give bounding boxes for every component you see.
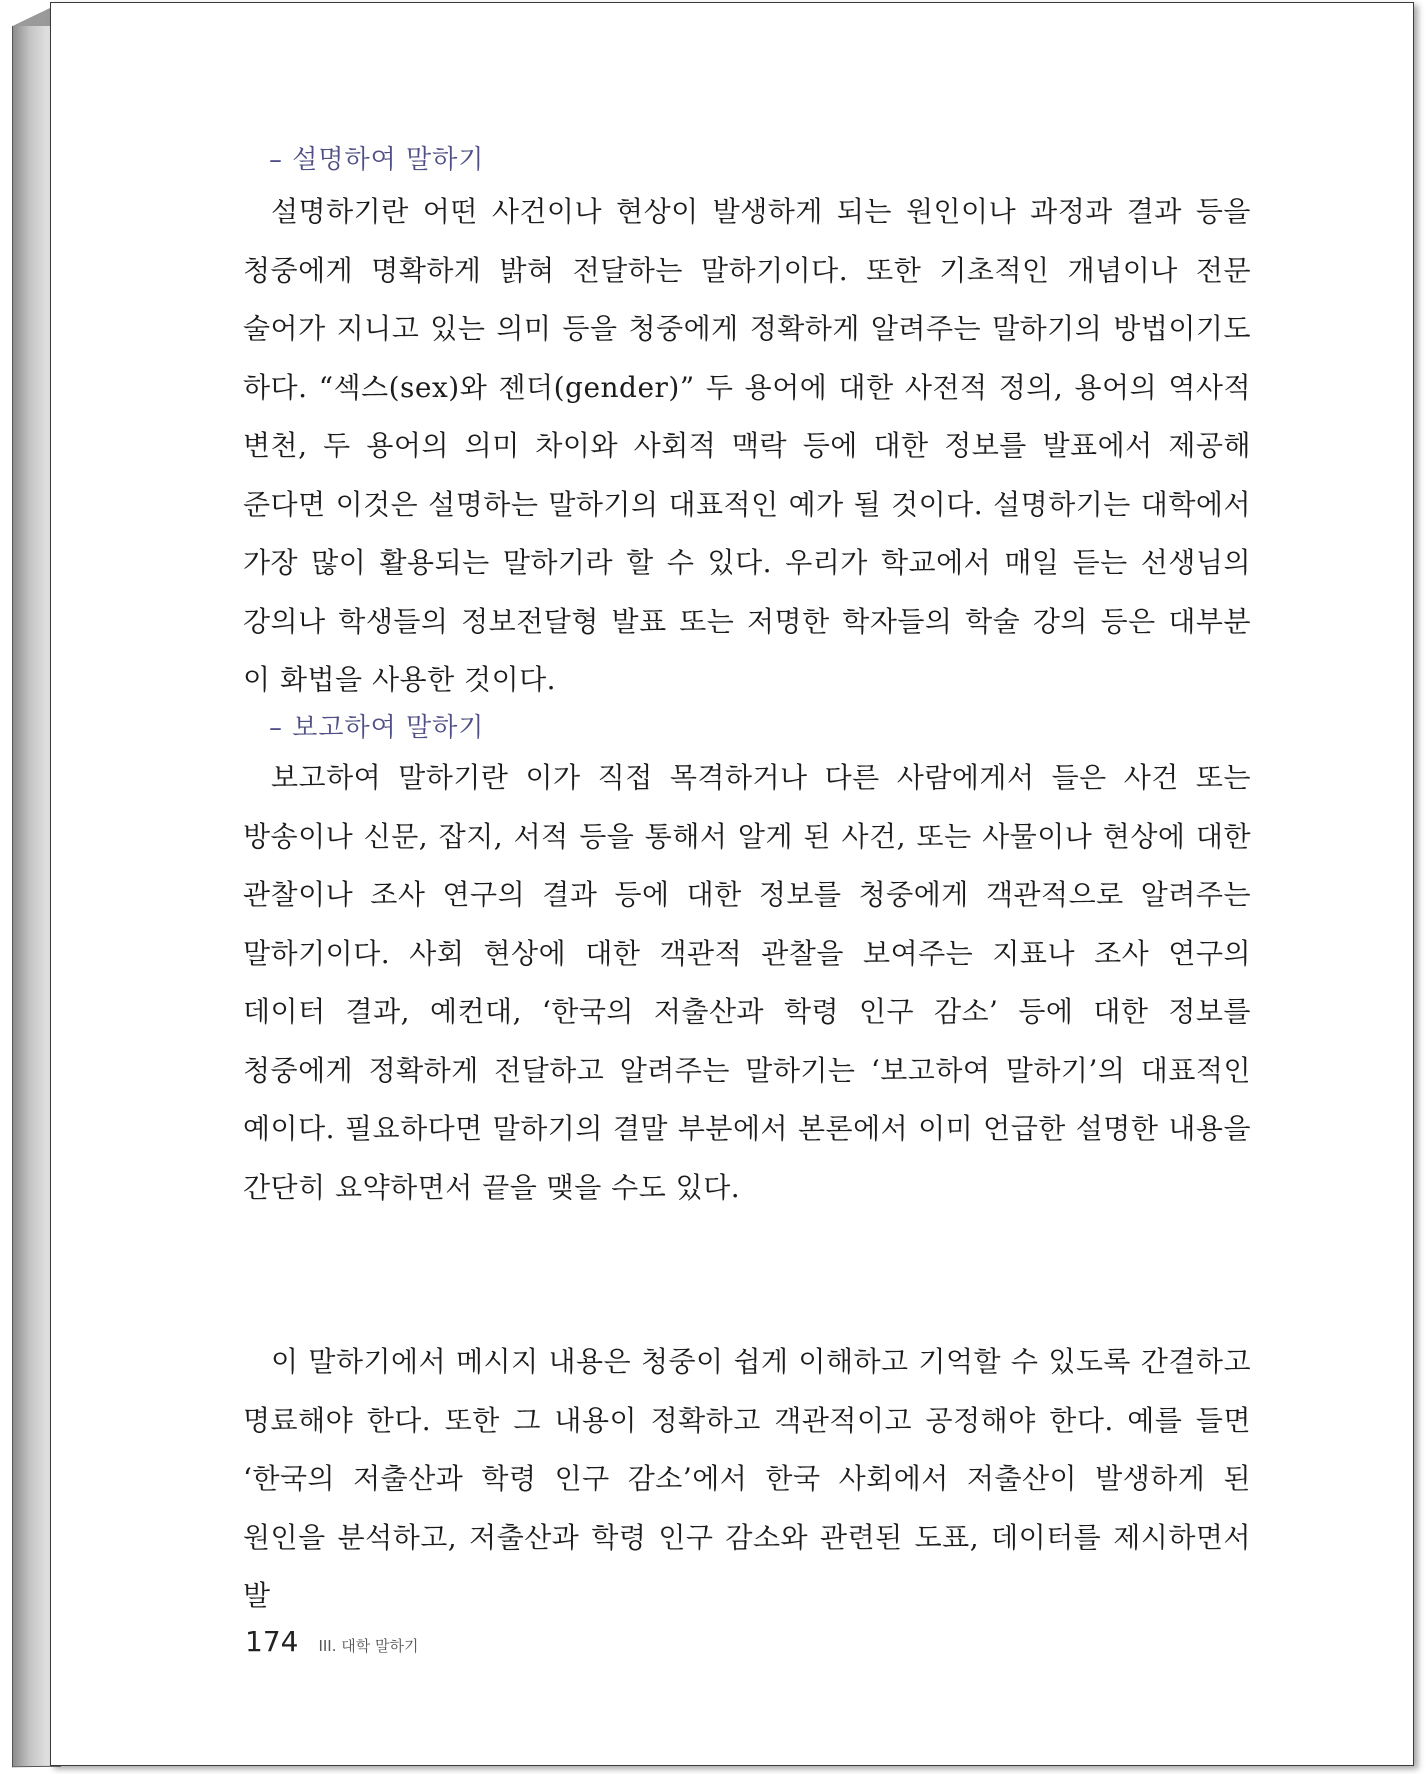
book-mockup	[10, 2, 1418, 1770]
section-heading-reporting: – 보고하여 말하기	[269, 713, 485, 743]
chapter-label: III. 대학 말하기	[318, 1637, 419, 1655]
paragraph-reporting-1: 보고하여 말하기란 이가 직접 목격하거나 다른 사람에게서 들은 사건 또는 방송이나 신문, 잡지, 서적 등을 통해서 알게 된 사건, 또는 사물이나 현상에 대한 관찰이나 조사 연구의 결과 등에 대한 정보를 청중에게 객관적으로 알려주는 말하기이다. 사회 현상에 대한 객관적 관찰을 보여주는 지표나 조사 연구의 데이터 결과, 예컨대, ‘한국의 저출산과 학령 인구 감소’ 등에 대한 정보를 청중에게 정확하게 전달하고 알려주는 말하기는 ‘보고하여 말하기’의 대표적인 예이다. 필요하다면 말하기의 결말 부분에서 본론에서 이미 언급한 설명한 내용을 간단히 요약하면서 끝을 맺을 수도 있다.	[243, 761, 1251, 1204]
page-number: 174	[245, 1625, 299, 1658]
paragraph-reporting-2: 이 말하기에서 메시지 내용은 청중이 쉽게 이해하고 기억할 수 있도록 간결하고 명료해야 한다. 또한 그 내용이 정확하고 객관적이고 공정해야 한다. 예를 들면 ‘한국의 저출산과 학령 인구 감소’에서 한국 사회에서 저출산이 발생하게 된 원인을 분석하고, 저출산과 학령 인구 감소와 관련된 도표, 데이터를 제시하면서 발	[243, 1345, 1251, 1612]
book-page	[50, 2, 1414, 1766]
paragraph-explaining: 설명하기란 어떤 사건이나 현상이 발생하게 되는 원인이나 과정과 결과 등을 청중에게 명확하게 밝혀 전달하는 말하기이다. 또한 기초적인 개념이나 전문 술어가 지니고 있는 의미 등을 청중에게 정확하게 알려주는 말하기의 방법이기도 하다. “섹스(sex)와 젠더(gender)” 두 용어에 대한 사전적 정의, 용어의 역사적 변천, 두 용어의 의미 차이와 사회적 맥락 등에 대한 정보를 발표에서 제공해 준다면 이것은 설명하는 말하기의 대표적인 예가 될 것이다. 설명하기는 대학에서 가장 많이 활용되는 말하기라 할 수 있다. 우리가 학교에서 매일 듣는 선생님의 강의나 학생들의 정보전달형 발표 또는 저명한 학자들의 학술 강의 등은 대부분 이 화법을 사용한 것이다.	[243, 195, 1251, 696]
page-footer	[245, 1625, 418, 1658]
section-heading-explaining: – 설명하여 말하기	[269, 145, 485, 175]
